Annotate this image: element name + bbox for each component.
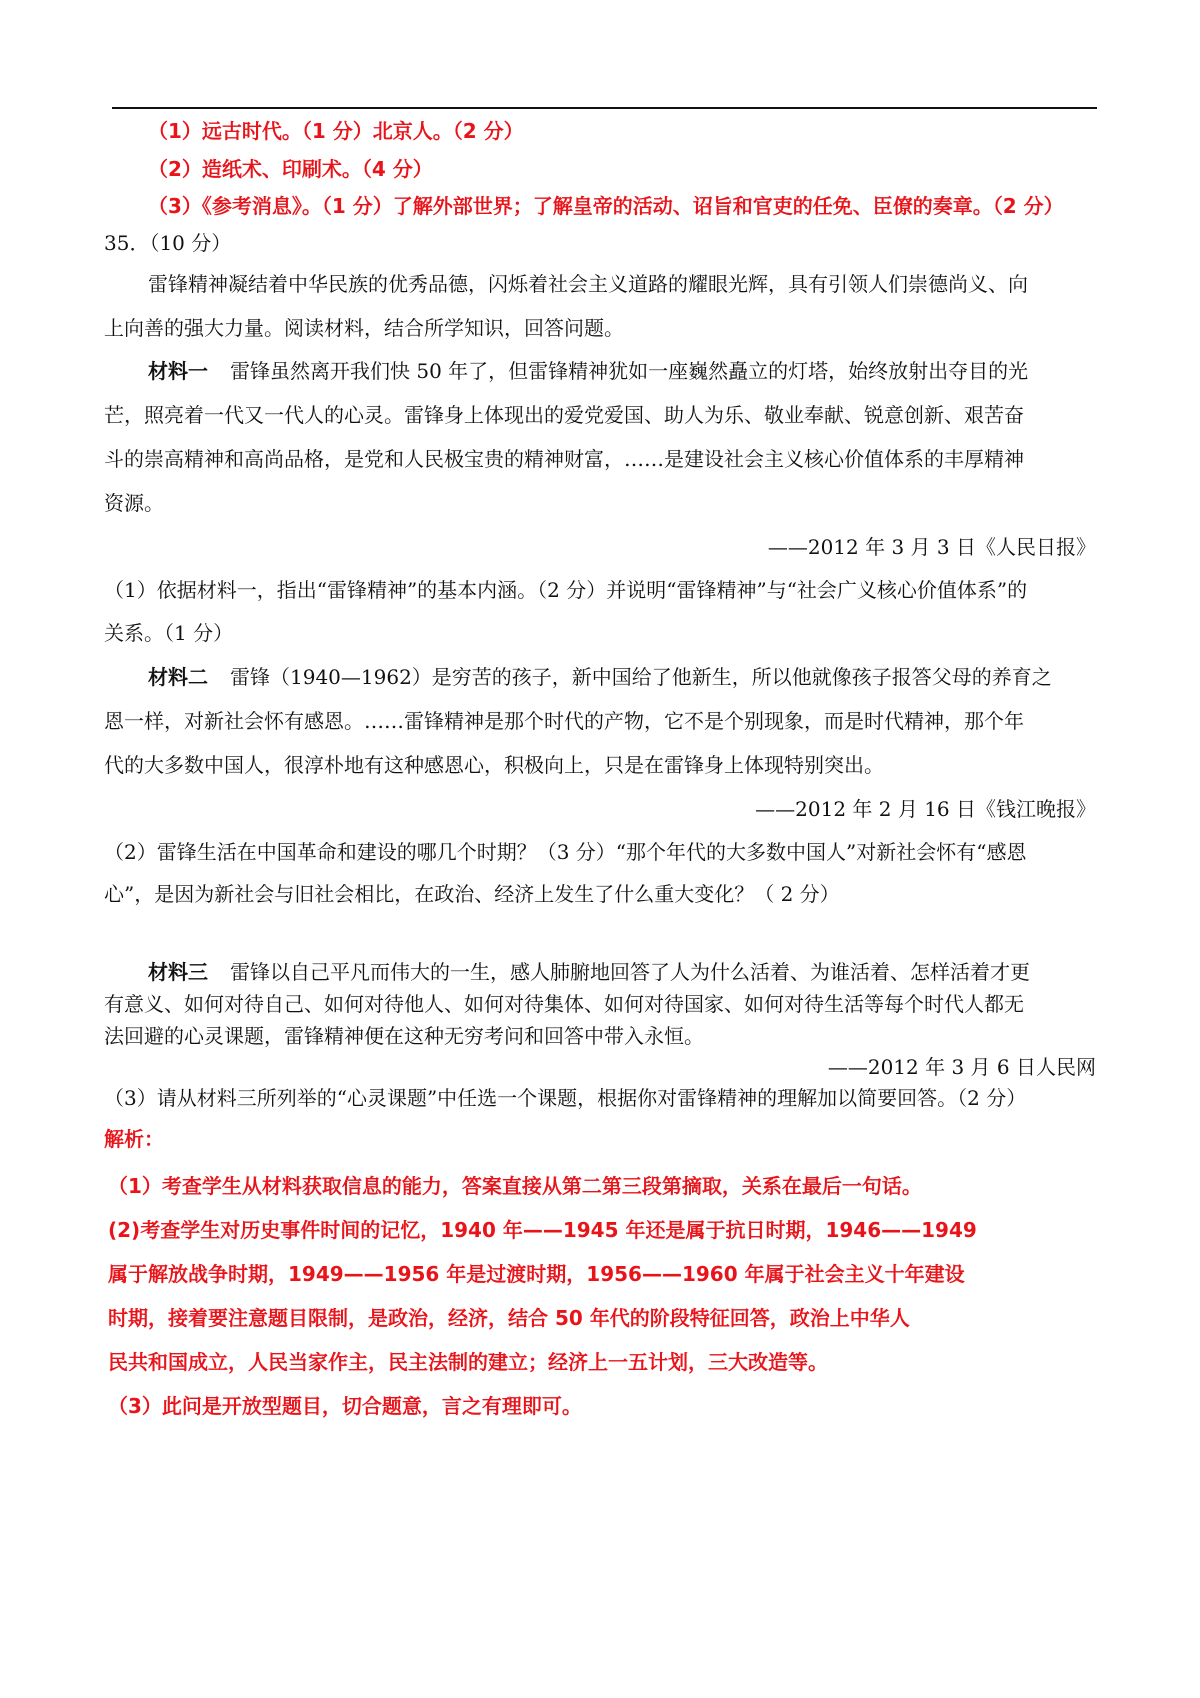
- material2-source: ——2012 年 2 月 16 日《钱江晚报》: [755, 797, 1096, 821]
- q1-line-2: 关系。（1 分）: [104, 621, 234, 645]
- q2-line-1: （2）雷锋生活在中国革命和建设的哪几个时期？（3 分）“那个年代的大多数中国人”对新社会怀有“感恩: [104, 840, 1027, 864]
- analysis-line-6: （3）此问是开放型题目，切合题意，言之有理即可。: [108, 1394, 582, 1418]
- analysis-heading: 解析：: [104, 1127, 164, 1151]
- material3-label: 材料三: [148, 960, 208, 984]
- prev-answer-3: （3）《参考消息》。（1 分）了解外部世界；了解皇帝的活动、诏旨和官吏的任免、臣僚的奏章。（2 分）: [148, 194, 1064, 218]
- material2-line-2: 恩一样，对新社会怀有感恩。……雷锋精神是那个时代的产物，它不是个别现象，而是时代精神，那个年: [104, 709, 1024, 733]
- analysis-line-2: (2)考查学生对历史事件时间的记忆，1940 年——1945 年还是属于抗日时期，1946——1949: [108, 1218, 977, 1242]
- material3-first-line: [148, 958, 1030, 986]
- q1-line-1: （1）依据材料一，指出“雷锋精神”的基本内涵。（2 分）并说明“雷锋精神”与“社会广义核心价值体系”的: [104, 578, 1028, 602]
- material3-line-2: 有意义、如何对待自己、如何对待他人、如何对待集体、如何对待国家、如何对待生活等每个时代人都无: [104, 992, 1024, 1016]
- q3-line: （3）请从材料三所列举的“心灵课题”中任选一个课题，根据你对雷锋精神的理解加以简要回答。（2 分）: [104, 1086, 1027, 1110]
- analysis-line-5: 民共和国成立，人民当家作主，民主法制的建立；经济上一五计划，三大改造等。: [108, 1350, 828, 1374]
- question-intro-line-2: 上向善的强大力量。阅读材料，结合所学知识，回答问题。: [104, 316, 624, 340]
- material2-first-line: [148, 663, 1052, 691]
- material1-label: 材料一: [148, 359, 208, 383]
- material1-source: ——2012 年 3 月 3 日《人民日报》: [767, 535, 1096, 559]
- analysis-line-3: 属于解放战争时期，1949——1956 年是过渡时期，1956——1960 年属于社会主义十年建设: [108, 1262, 965, 1286]
- material3-source: ——2012 年 3 月 6 日人民网: [827, 1055, 1096, 1079]
- question-number: 35．（10 分）: [104, 231, 232, 255]
- material2-line-1: 雷锋（1940—1962）是穷苦的孩子，新中国给了他新生，所以他就像孩子报答父母的养育之: [230, 665, 1052, 689]
- header-rule: [112, 107, 1097, 109]
- material2-line-3: 代的大多数中国人，很淳朴地有这种感恩心，积极向上，只是在雷锋身上体现特别突出。: [104, 753, 884, 777]
- q2-line-2: 心”，是因为新社会与旧社会相比，在政治、经济上发生了什么重大变化？（ 2 分）: [104, 882, 840, 906]
- analysis-line-4: 时期，接着要注意题目限制，是政治，经济，结合 50 年代的阶段特征回答，政治上中华人: [108, 1306, 910, 1330]
- prev-answer-2: （2）造纸术、印刷术。（4 分）: [148, 157, 433, 181]
- material3-line-3: 法回避的心灵课题，雷锋精神便在这种无穷考问和回答中带入永恒。: [104, 1024, 704, 1048]
- analysis-line-1: （1）考查学生从材料获取信息的能力，答案直接从第二第三段第摘取，关系在最后一句话。: [108, 1174, 922, 1198]
- material1-first-line: [148, 357, 1028, 385]
- question-intro-line-1: 雷锋精神凝结着中华民族的优秀品德，闪烁着社会主义道路的耀眼光辉，具有引领人们崇德尚义、向: [148, 272, 1028, 296]
- material1-line-1: 雷锋虽然离开我们快 50 年了，但雷锋精神犹如一座巍然矗立的灯塔，始终放射出夺目的光: [230, 359, 1029, 383]
- material1-line-4: 资源。: [104, 491, 164, 515]
- material3-line-1: 雷锋以自己平凡而伟大的一生，感人肺腑地回答了人为什么活着、为谁活着、怎样活着才更: [230, 960, 1030, 984]
- material1-line-3: 斗的崇高精神和高尚品格，是党和人民极宝贵的精神财富，……是建设社会主义核心价值体系的丰厚精神: [104, 447, 1024, 471]
- material2-label: 材料二: [148, 665, 208, 689]
- material1-line-2: 芒，照亮着一代又一代人的心灵。雷锋身上体现出的爱党爱国、助人为乐、敬业奉献、锐意创新、艰苦奋: [104, 403, 1024, 427]
- prev-answer-1: （1）远古时代。（1 分）北京人。（2 分）: [148, 119, 524, 143]
